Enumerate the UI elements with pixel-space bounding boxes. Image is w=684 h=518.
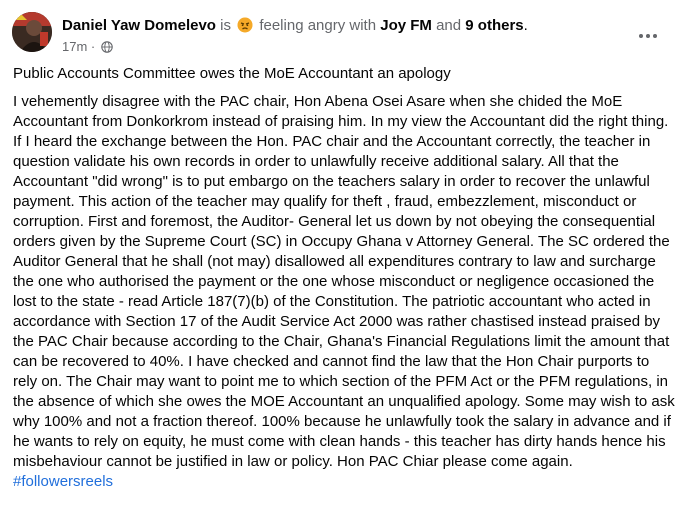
post-title: Public Accounts Committee owes the MoE Accountant an apology	[13, 65, 451, 82]
author-line	[62, 16, 528, 36]
post-content	[13, 64, 675, 492]
post-body: I vehemently disagree with the PAC chair, Hon Abena Osei Asare when she chided the MoE Accountant from Donkorkrom instead of praising him. In my view the Accountant did the right thing. If I heard the exchange between the Hon. PAC chair and the Accountant correctly, the teacher in question validate his own records in order to unlawfully receive additional salary. All that the Accountant "did wrong" is to put embargo on the teachers salary in order to recover the unlawful payment. This action of the teacher may qualify for theft , fraud, embezzlement, misconduct or corruption. First and foremost, the Auditor- General let us down by not obeying the consequential orders given by the Supreme Court (SC) in Occupy Ghana v Attorney General. The SC ordered the Auditor General that he shall (not may) disallowed all expenditures contrary to law and surcharge the one who authorised the payment or the one whose misconduct or negligence occasioned the lost to the state - read Article 187(7)(b) of the Constitution. The patriotic accountant who acted in accordance with Section 17 of the Audit Service Act 2000 was rather chastised instead praised by the PAC Chair because according to the Chair, Ghana's Financial Regulations limit the amount that can be recovered to 40%. I have checked and cannot find the law that the Hon Chair purports to rely on. The Chair may want to point me to which section of the PFM Act or the PFM regulations, in the absence of which she owes the MOE Accountant an unqualified apology. Some may wish to ask why 100% and not a fraction thereof. 100% because he unlawfully took the salary in advance and if he wants to rely on equity, he must come with clean hands - this teacher has dirty hands hence his misbehaviour cannot be justified in law or policy. Hon PAC Chiar please come again.	[13, 93, 675, 470]
period-text: .	[523, 17, 528, 34]
feeling-text: feeling angry with	[259, 17, 377, 34]
post-meta	[62, 38, 113, 56]
author-name[interactable]: Daniel Yaw Domelevo	[62, 17, 216, 34]
more-options-icon[interactable]	[636, 26, 660, 46]
globe-icon[interactable]	[101, 40, 113, 52]
meta-separator: ·	[90, 39, 96, 54]
post-header	[12, 10, 672, 58]
author-avatar[interactable]	[12, 12, 52, 52]
connector-text: is	[220, 17, 231, 34]
tagged-joy-fm[interactable]: Joy FM	[380, 17, 432, 34]
post-time[interactable]: 17m	[62, 39, 88, 54]
hashtag-link[interactable]: #followersreels	[13, 473, 114, 490]
angry-face-icon	[237, 17, 253, 33]
and-text: and	[436, 17, 462, 34]
tagged-others[interactable]: 9 others	[465, 17, 524, 34]
